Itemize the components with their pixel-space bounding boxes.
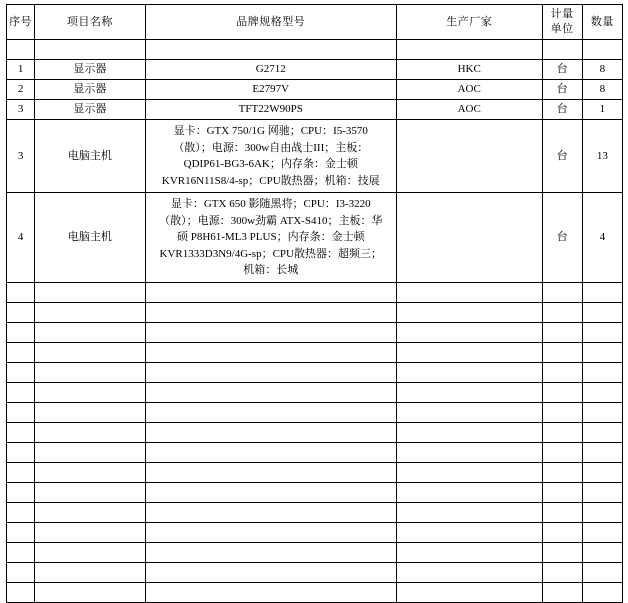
cell-empty[interactable]: [542, 342, 582, 362]
cell-name[interactable]: 显示器: [35, 100, 146, 120]
cell-empty[interactable]: [145, 422, 396, 442]
cell-empty[interactable]: [145, 542, 396, 562]
table-row-empty[interactable]: [7, 322, 623, 342]
cell-empty[interactable]: [396, 402, 542, 422]
cell-empty[interactable]: [35, 422, 146, 442]
cell-empty[interactable]: [582, 462, 622, 482]
table-row[interactable]: [7, 60, 623, 80]
cell-empty[interactable]: [145, 502, 396, 522]
cell-qty[interactable]: 8: [582, 80, 622, 100]
cell-empty[interactable]: [145, 302, 396, 322]
cell-qty[interactable]: 13: [582, 120, 622, 193]
cell-empty[interactable]: [582, 282, 622, 302]
cell-empty[interactable]: [35, 542, 146, 562]
cell-empty[interactable]: [542, 482, 582, 502]
table-row[interactable]: [7, 120, 623, 193]
cell-empty[interactable]: [396, 582, 542, 602]
cell-empty[interactable]: [396, 462, 542, 482]
table-row-empty[interactable]: [7, 542, 623, 562]
cell-empty[interactable]: [542, 382, 582, 402]
cell-empty[interactable]: [145, 522, 396, 542]
cell-empty[interactable]: [145, 562, 396, 582]
cell-empty[interactable]: [7, 462, 35, 482]
cell-empty[interactable]: [542, 402, 582, 422]
cell-empty[interactable]: [7, 382, 35, 402]
cell-seq[interactable]: 1: [7, 60, 35, 80]
cell-empty[interactable]: [35, 402, 146, 422]
cell-empty[interactable]: [396, 442, 542, 462]
cell-maker[interactable]: [396, 40, 542, 60]
cell-empty[interactable]: [145, 362, 396, 382]
cell-empty[interactable]: [145, 322, 396, 342]
cell-spec[interactable]: 显卡：GTX 650 影随黑将；CPU：I3-3220（散）；电源：300w劲霸 ATX-S410；主板：华硕 P8H61-ML3 PLUS；内存条：金士顿KVR1333D3N9/4G-sp；CPU散热器：超频三；机箱：长城: [145, 193, 396, 283]
header-cell-spec: 品牌规格型号: [145, 5, 396, 40]
cell-empty[interactable]: [582, 422, 622, 442]
cell-empty[interactable]: [582, 482, 622, 502]
table-row-empty[interactable]: [7, 422, 623, 442]
cell-empty[interactable]: [35, 282, 146, 302]
cell-empty[interactable]: [542, 542, 582, 562]
table-row[interactable]: [7, 80, 623, 100]
cell-empty[interactable]: [542, 562, 582, 582]
header-row: [7, 5, 623, 40]
cell-empty[interactable]: [396, 522, 542, 542]
cell-empty[interactable]: [7, 402, 35, 422]
cell-empty[interactable]: [542, 442, 582, 462]
cell-empty[interactable]: [582, 402, 622, 422]
header-cell-unit: [542, 5, 582, 40]
cell-qty[interactable]: 1: [582, 100, 622, 120]
cell-empty[interactable]: [35, 522, 146, 542]
table-body: [7, 40, 623, 603]
cell-empty[interactable]: [7, 282, 35, 302]
cell-empty[interactable]: [145, 582, 396, 602]
header-cell-qty: 数量: [582, 5, 622, 40]
cell-maker[interactable]: AOC: [396, 80, 542, 100]
table-row-empty[interactable]: [7, 462, 623, 482]
header-unit-line2: 单位: [550, 23, 574, 35]
cell-unit[interactable]: 台: [542, 100, 582, 120]
cell-empty[interactable]: [7, 362, 35, 382]
cell-empty[interactable]: [396, 542, 542, 562]
cell-empty[interactable]: [542, 422, 582, 442]
cell-empty[interactable]: [7, 422, 35, 442]
cell-empty[interactable]: [396, 502, 542, 522]
table-row[interactable]: [7, 40, 623, 60]
cell-empty[interactable]: [35, 302, 146, 322]
cell-spec[interactable]: E2797V: [145, 80, 396, 100]
table-row-empty[interactable]: [7, 342, 623, 362]
cell-empty[interactable]: [396, 362, 542, 382]
cell-unit[interactable]: 台: [542, 193, 582, 283]
cell-empty[interactable]: [542, 522, 582, 542]
cell-name[interactable]: 电脑主机: [35, 120, 146, 193]
cell-empty[interactable]: [145, 342, 396, 362]
cell-unit[interactable]: 台: [542, 60, 582, 80]
cell-empty[interactable]: [7, 482, 35, 502]
cell-name[interactable]: 显示器: [35, 60, 146, 80]
table-row[interactable]: [7, 193, 623, 283]
cell-empty[interactable]: [582, 582, 622, 602]
table-row-empty[interactable]: [7, 482, 623, 502]
cell-maker[interactable]: [396, 120, 542, 193]
cell-empty[interactable]: [582, 322, 622, 342]
cell-empty[interactable]: [35, 382, 146, 402]
cell-empty[interactable]: [396, 422, 542, 442]
cell-empty[interactable]: [7, 342, 35, 362]
table-row-empty[interactable]: [7, 302, 623, 322]
cell-maker[interactable]: AOC: [396, 100, 542, 120]
cell-empty[interactable]: [396, 342, 542, 362]
cell-empty[interactable]: [7, 522, 35, 542]
table-row-empty[interactable]: [7, 282, 623, 302]
cell-maker[interactable]: HKC: [396, 60, 542, 80]
cell-name[interactable]: [35, 40, 146, 60]
cell-empty[interactable]: [396, 382, 542, 402]
cell-empty[interactable]: [396, 562, 542, 582]
cell-seq[interactable]: [7, 40, 35, 60]
cell-empty[interactable]: [582, 522, 622, 542]
cell-empty[interactable]: [35, 502, 146, 522]
cell-spec[interactable]: G2712: [145, 60, 396, 80]
cell-empty[interactable]: [35, 482, 146, 502]
cell-empty[interactable]: [542, 462, 582, 482]
cell-empty[interactable]: [35, 362, 146, 382]
cell-empty[interactable]: [582, 562, 622, 582]
cell-spec[interactable]: TFT22W90PS: [145, 100, 396, 120]
cell-seq[interactable]: 4: [7, 193, 35, 283]
table-row-empty[interactable]: [7, 522, 623, 542]
cell-qty[interactable]: [582, 40, 622, 60]
cell-qty[interactable]: 4: [582, 193, 622, 283]
cell-empty[interactable]: [542, 502, 582, 522]
cell-empty[interactable]: [145, 462, 396, 482]
cell-empty[interactable]: [542, 362, 582, 382]
cell-empty[interactable]: [35, 582, 146, 602]
cell-empty[interactable]: [582, 382, 622, 402]
cell-empty[interactable]: [542, 302, 582, 322]
cell-empty[interactable]: [396, 302, 542, 322]
cell-empty[interactable]: [396, 482, 542, 502]
cell-empty[interactable]: [7, 582, 35, 602]
inventory-table: [6, 4, 623, 603]
cell-empty[interactable]: [145, 442, 396, 462]
cell-empty[interactable]: [582, 502, 622, 522]
cell-empty[interactable]: [145, 382, 396, 402]
cell-maker[interactable]: [396, 193, 542, 283]
cell-seq[interactable]: 2: [7, 80, 35, 100]
table-row[interactable]: [7, 100, 623, 120]
cell-name[interactable]: 显示器: [35, 80, 146, 100]
table-row-empty[interactable]: [7, 442, 623, 462]
table-header: [7, 5, 623, 40]
header-unit-line1: 计量: [550, 8, 574, 21]
cell-empty[interactable]: [35, 442, 146, 462]
cell-unit[interactable]: 台: [542, 80, 582, 100]
cell-spec[interactable]: 显卡：GTX 750/1G 网驰；CPU：I5-3570（散）；电源：300w自由战士III；主板：QDIP61-BG3-6AK；内存条：金士顿KVR16N11S8/4-sp；CPU散热器；机箱：技展: [145, 120, 396, 193]
cell-spec[interactable]: [145, 40, 396, 60]
header-cell-seq: 序号: [7, 5, 35, 40]
cell-empty[interactable]: [542, 282, 582, 302]
table-row-empty[interactable]: [7, 382, 623, 402]
cell-empty[interactable]: [396, 282, 542, 302]
cell-empty[interactable]: [35, 342, 146, 362]
table-row-empty[interactable]: [7, 502, 623, 522]
cell-empty[interactable]: [582, 302, 622, 322]
spreadsheet-page: [0, 4, 628, 576]
table-row-empty[interactable]: [7, 582, 623, 602]
cell-empty[interactable]: [582, 542, 622, 562]
header-cell-maker: 生产厂家: [396, 5, 542, 40]
cell-empty[interactable]: [542, 322, 582, 342]
cell-empty[interactable]: [582, 362, 622, 382]
cell-unit[interactable]: [542, 40, 582, 60]
cell-empty[interactable]: [35, 562, 146, 582]
cell-empty[interactable]: [582, 442, 622, 462]
cell-unit[interactable]: 台: [542, 120, 582, 193]
cell-empty[interactable]: [7, 502, 35, 522]
header-cell-name: 项目名称: [35, 5, 146, 40]
cell-empty[interactable]: [7, 322, 35, 342]
table-row-empty[interactable]: [7, 562, 623, 582]
cell-empty[interactable]: [35, 322, 146, 342]
cell-empty[interactable]: [145, 402, 396, 422]
cell-empty[interactable]: [7, 562, 35, 582]
cell-empty[interactable]: [145, 482, 396, 502]
cell-empty[interactable]: [582, 342, 622, 362]
cell-empty[interactable]: [7, 542, 35, 562]
cell-seq[interactable]: 3: [7, 120, 35, 193]
cell-empty[interactable]: [7, 442, 35, 462]
cell-empty[interactable]: [542, 582, 582, 602]
cell-empty[interactable]: [145, 282, 396, 302]
cell-empty[interactable]: [396, 322, 542, 342]
cell-name[interactable]: 电脑主机: [35, 193, 146, 283]
cell-seq[interactable]: 3: [7, 100, 35, 120]
table-row-empty[interactable]: [7, 402, 623, 422]
cell-qty[interactable]: 8: [582, 60, 622, 80]
cell-empty[interactable]: [7, 302, 35, 322]
table-row-empty[interactable]: [7, 362, 623, 382]
cell-empty[interactable]: [35, 462, 146, 482]
